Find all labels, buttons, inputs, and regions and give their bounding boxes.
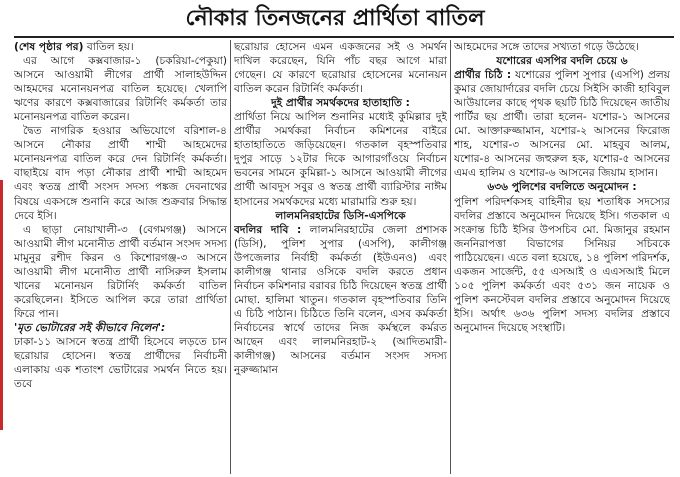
subheading: যশোরের এসপির বদলি চেয়ে ৬ xyxy=(496,55,628,68)
article-column-3 xyxy=(454,40,670,474)
paragraph-text: যশোরের পুলিশ সুপার (এসপি) প্রলয় কুমার জোয়ার্দারের বদলি চেয়ে সিইসি কাজী হাবিবুল আউয়ালের কাছে পৃথক ছয়টি চিঠি দিয়েছেন জাতীয় পার্টির ছয় প্রার্থী। তারা হলেন- যশোর-১ আসনের মো. আক্তারুজ্জামান, যশোর-২ আসনের ফিরোজ শাহ, যশোর-৩ আসনের মো. মাহবুব আলম, যশোর-৪ আসনের জহুরুল হক, যশোর-৫ আসনের এমএ হালিম ও যশোর-৬ আসনের জিয়াম হাসান। xyxy=(454,69,670,180)
continuation-tag: (শেষ পৃষ্ঠার পর) xyxy=(14,41,84,53)
column-divider xyxy=(450,40,451,474)
paragraph: দ্বৈত নাগরিক হওয়ার অভিযোগে বরিশাল-৪ আসনে নৌকার প্রার্থী শাম্মী আহমেদের মনোনয়নপত্র বাতিল করে দেন রিটার্নিং কর্মকর্তা। বাছাইয়ে বাদ পড়া নৌকার প্রার্থী শাম্মী আহমেদ এবং স্বতন্ত্র প্রার্থী সংসদ সদস্য পঙ্কজ দেবনাথের বিষয়ে একসঙ্গে শুনানি করে আজ শুক্রবার সিদ্ধান্ত দেবে ইসি। xyxy=(14,125,227,222)
subheading: ৬৩৬ পুলিশের বদলিতে অনুমোদন : xyxy=(487,181,637,194)
paragraph xyxy=(14,40,227,54)
headline: নৌকার তিনজনের প্রার্থিতা বাতিল xyxy=(185,6,485,31)
article-column-1 xyxy=(14,40,227,474)
headline-rule xyxy=(14,36,674,38)
paragraph: এ ছাড়া নোয়াখালী-৩ (বেগমগঞ্জ) আসনে আওয়ামী লীগ মনোনীত প্রার্থী বর্তমান সংসদ সদস্য মামুনুর রশীদ কিরন ও কিশোরগঞ্জ-৩ আসনে আওয়ামী লীগ মনোনীত প্রার্থী নাসিরুল ইসলাম খানের মনোনয়ন রিটার্নিং কর্মকর্তা বাতিল করেছিলেন। ইসিতে আপিল করে তারা প্রার্থিতা ফিরে পান। xyxy=(14,223,227,320)
paragraph: আহমেদের সঙ্গে তাদের সখ্যতা গড়ে উঠেছে। xyxy=(454,41,639,53)
paragraph: এর আগে কক্সবাজার-১ (চকরিয়া-পেকুয়া) আসনে আওয়ামী লীগের প্রার্থী সালাহউদ্দিন আহমদের মনোনয়নপত্র বাতিল হয়েছে। খেলাপি ঋণের কারণে কক্সবাজারের রিটার্নিং কর্মকর্তা তার মনোনয়নপত্র বাতিল করেন। xyxy=(14,55,227,124)
article-column-2 xyxy=(234,40,447,474)
paragraph: পুলিশ পরিদর্শকসহ বাহিনীর ছয় শতাধিক সদস্যের বদলির প্রস্তাবে অনুমোদন দিয়েছে ইসি। গতকাল এ সংক্রান্ত চিঠি ইসির উপসচিব মো. মিজানুর রহমান জননিরাপত্তা বিভাগের সিনিয়র সচিবকে পাঠিয়েছেন। এতে বলা হয়েছে, ১৪ পুলিশ পরিদর্শক, একজন সার্জেন্ট, ৫৫ এসআই ও এএসআই মিলে ১০৫ পুলিশ কর্মকর্তা এবং ৫৩১ জন নায়েক ও পুলিশ কনস্টেবল বদলির প্রস্তাবে অনুমোদন দিয়েছে ইসি। অর্থাৎ ৬৩৬ পুলিশ সদস্য বদলির প্রস্তাবে অনুমোদন দিয়েছে সংস্থাটি। xyxy=(454,195,670,334)
margin-highlight-mark xyxy=(0,180,3,430)
column-divider xyxy=(230,40,231,474)
subheading-inline: বদলির দাবি : xyxy=(234,223,302,236)
paragraph: ঢাকা-১১ আসনে স্বতন্ত্র প্রার্থী হিসেবে লড়তে চান ছরোয়ার হোসেন। স্বতন্ত্র প্রার্থীদের নির্বাচনী এলাকায় এক শতাংশ ভোটারের সমর্থন নিতে হয়। তবে xyxy=(14,335,227,391)
paragraph: প্রার্থিতা নিয়ে আপিল শুনানির মধ্যেই কুমিল্লার দুই প্রার্থীর সমর্থকরা নির্বাচন কমিশনের বাইরে হাতাহাতিতে জড়িয়েছেন। গতকাল বৃহস্পতিবার দুপুর সাড়ে ১২টার দিকে আগারগাঁওয়ে নির্বাচন ভবনের সামনে কুমিল্লা-১ আসনে আওয়ামী লীগের প্রার্থী আবদুস সবুর ও স্বতন্ত্র প্রার্থী ব্যারিস্টার নাঈম হাসানের সমর্থকদের মধ্যে মারামারি শুরু হয়। xyxy=(234,111,447,208)
subheading-inline: প্রার্থীর চিঠি : xyxy=(454,69,512,82)
paragraph xyxy=(454,68,670,180)
paragraph xyxy=(234,223,447,378)
subheading: দুই প্রার্থীর সমর্থকদের হাতাহাতি : xyxy=(271,97,410,110)
subheading: লালমনিরহাটের ডিসি-এসপিকে xyxy=(275,209,406,222)
paragraph-text: বাতিল হয়। xyxy=(86,41,134,53)
paragraph-text: লালমনিরহাটের জেলা প্রশাসক (ডিসি), পুলিশ সুপার (এসপি), কালীগঞ্জ উপজেলার নির্বাহী কর্মকর্তা (ইউএনও) এবং কালীগঞ্জ থানার ওসিকে বদলি করতে প্রধান নির্বাচন কমিশনার বরাবর চিঠি দিয়েছেন স্বতন্ত্র প্রার্থী মোছা. হালিমা খাতুন। গতকাল বৃহস্পতিবার তিনি এ চিঠি পাঠান। চিঠিতে তিনি বলেন, এসব কর্মকর্তা নির্বাচনের স্বার্থে তাদের নিজ কর্মস্থলে কর্মরত আছেন এবং লালমনিরহাট-২ (আদিতমারী-কালীগঞ্জ) আসনের বর্তমান সংসদ সদস্য নুরুজ্জামান xyxy=(234,223,447,377)
subheading: 'মৃত ভোটারের সই কীভাবে নিলেন': xyxy=(14,321,166,334)
paragraph: ছরোয়ার হোসেন এমন একজনের সই ও সমর্থন দাখিল করেছেন, যিনি পাঁচ বছর আগে মারা গেছেন। যে কারণে ছরোয়ার হোসেনের মনোনয়ন বাতিল করেন রিটার্নিং কর্মকর্তা। xyxy=(234,41,447,96)
